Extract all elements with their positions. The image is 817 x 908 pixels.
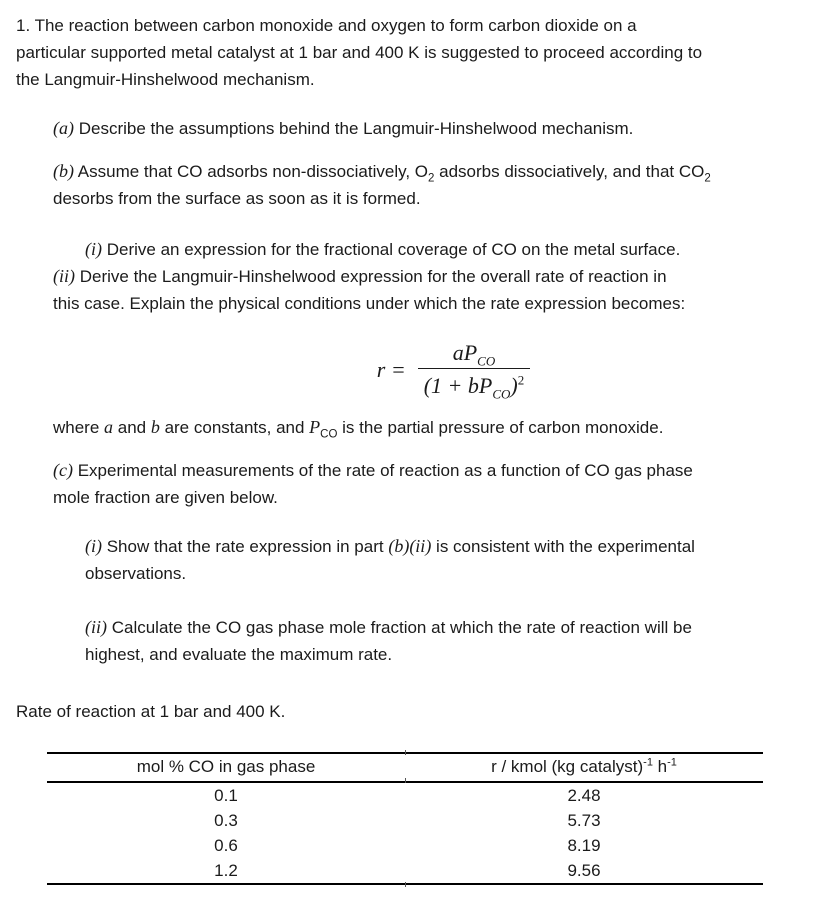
var-a: a — [104, 417, 114, 437]
denominator-open: (1 + bP — [423, 373, 493, 398]
part-b-text-1: Assume that CO adsorbs non-dissociatively, O — [74, 162, 429, 181]
part-b-text-3: desorbs from the surface as soon as it is formed. — [53, 189, 421, 208]
part-c-ii-text-2: highest, and evaluate the maximum rate. — [85, 645, 393, 664]
column-divider-tick — [405, 778, 406, 783]
part-b-ii-text-1: Derive the Langmuir-Hinshelwood expression for the overall rate of reaction in — [75, 267, 667, 286]
where-text-2: and — [113, 418, 151, 437]
part-c-text-1: Experimental measurements of the rate of reaction as a function of CO gas phase — [72, 461, 693, 480]
part-a-paragraph — [53, 115, 807, 142]
intro-line3: the Langmuir-Hinshelwood mechanism. — [16, 70, 315, 89]
numerator-co-subscript: CO — [477, 353, 496, 369]
table-caption: Rate of reaction at 1 bar and 400 K. — [16, 702, 286, 721]
where-paragraph — [53, 414, 807, 441]
part-c-i-label: (i) — [85, 536, 102, 556]
part-b-text-2: adsorbs dissociatively, and that CO — [434, 162, 705, 181]
mol-percent-cell: 0.1 — [214, 786, 238, 805]
part-b-ii-reference: (b)(ii) — [388, 536, 432, 556]
denominator-close: ) — [510, 373, 518, 398]
part-b-i-text: Derive an expression for the fractional coverage of CO on the metal surface. — [102, 240, 681, 259]
column-divider-tick — [405, 882, 406, 887]
part-b-i-label: (i) — [85, 239, 102, 259]
rate-header-main: r / kmol (kg catalyst) — [491, 757, 644, 776]
rate-header-exp-2: -1 — [667, 756, 677, 769]
where-text-1: where — [53, 418, 105, 437]
where-text-3: are constants, and — [159, 418, 310, 437]
denominator-square-superscript: 2 — [517, 372, 525, 388]
denominator-co-subscript: CO — [492, 386, 511, 402]
part-a-text: Describe the assumptions behind the Langmuir-Hinshelwood mechanism. — [74, 119, 634, 138]
column-divider-tick — [405, 750, 406, 755]
part-b-subparts — [53, 236, 807, 317]
problem-statement — [16, 12, 807, 93]
rate-cell: 8.19 — [567, 836, 601, 855]
pco-subscript: CO — [320, 428, 338, 441]
part-c-i-text-2: is consistent with the experimental — [431, 537, 695, 556]
rate-equation — [377, 338, 530, 402]
part-a-label: (a) — [53, 118, 74, 138]
equation-numerator — [418, 338, 531, 368]
rate-table — [47, 752, 763, 885]
part-c-paragraph — [53, 457, 807, 511]
equation-denominator — [418, 368, 531, 402]
part-c-i-paragraph — [85, 533, 807, 587]
intro-line2: particular supported metal catalyst at 1 bar and 400 K is suggested to proceed according to — [16, 43, 703, 62]
co2-subscript: 2 — [704, 172, 711, 185]
table-row — [47, 808, 763, 833]
intro-line1: 1. The reaction between carbon monoxide and oxygen to form carbon dioxide on a — [16, 16, 637, 35]
rate-table-header-mol: mol % CO in gas phase — [136, 757, 316, 776]
table-row — [47, 783, 763, 808]
rate-table-header-rate — [405, 754, 763, 781]
rate-cell: 9.56 — [567, 861, 601, 880]
equation-fraction — [418, 338, 531, 402]
part-b-label: (b) — [53, 161, 74, 181]
part-b-ii-label: (ii) — [53, 266, 75, 286]
numerator-main: aP — [452, 340, 478, 365]
var-b: b — [150, 417, 160, 437]
rate-cell: 5.73 — [567, 811, 601, 830]
mol-percent-cell: 1.2 — [214, 861, 238, 880]
part-c-ii-text-1: Calculate the CO gas phase mole fraction at which the rate of reaction will be — [107, 618, 692, 637]
o2-subscript: 2 — [428, 172, 435, 185]
table-row — [47, 833, 763, 858]
part-b-ii-text-2: this case. Explain the physical conditions under which the rate expression becomes: — [53, 294, 686, 313]
part-c-i-text-3: observations. — [85, 564, 187, 583]
part-b-paragraph — [53, 158, 807, 212]
part-c-ii-paragraph — [85, 614, 807, 668]
rate-header-h: h — [652, 757, 668, 776]
rate-cell: 2.48 — [567, 786, 601, 805]
equation-lhs: r = — [376, 357, 406, 382]
part-c-text-2: mole fraction are given below. — [53, 488, 278, 507]
mol-percent-cell: 0.3 — [214, 811, 238, 830]
var-pco: P — [309, 417, 321, 437]
mol-percent-cell: 0.6 — [214, 836, 238, 855]
rate-header-exp-1: -1 — [643, 756, 653, 769]
part-c-ii-label: (ii) — [85, 617, 107, 637]
where-text-4: is the partial pressure of carbon monoxide. — [337, 418, 664, 437]
table-row — [47, 858, 763, 883]
part-c-label: (c) — [53, 460, 73, 480]
part-c-i-text-1: Show that the rate expression in part — [102, 537, 389, 556]
